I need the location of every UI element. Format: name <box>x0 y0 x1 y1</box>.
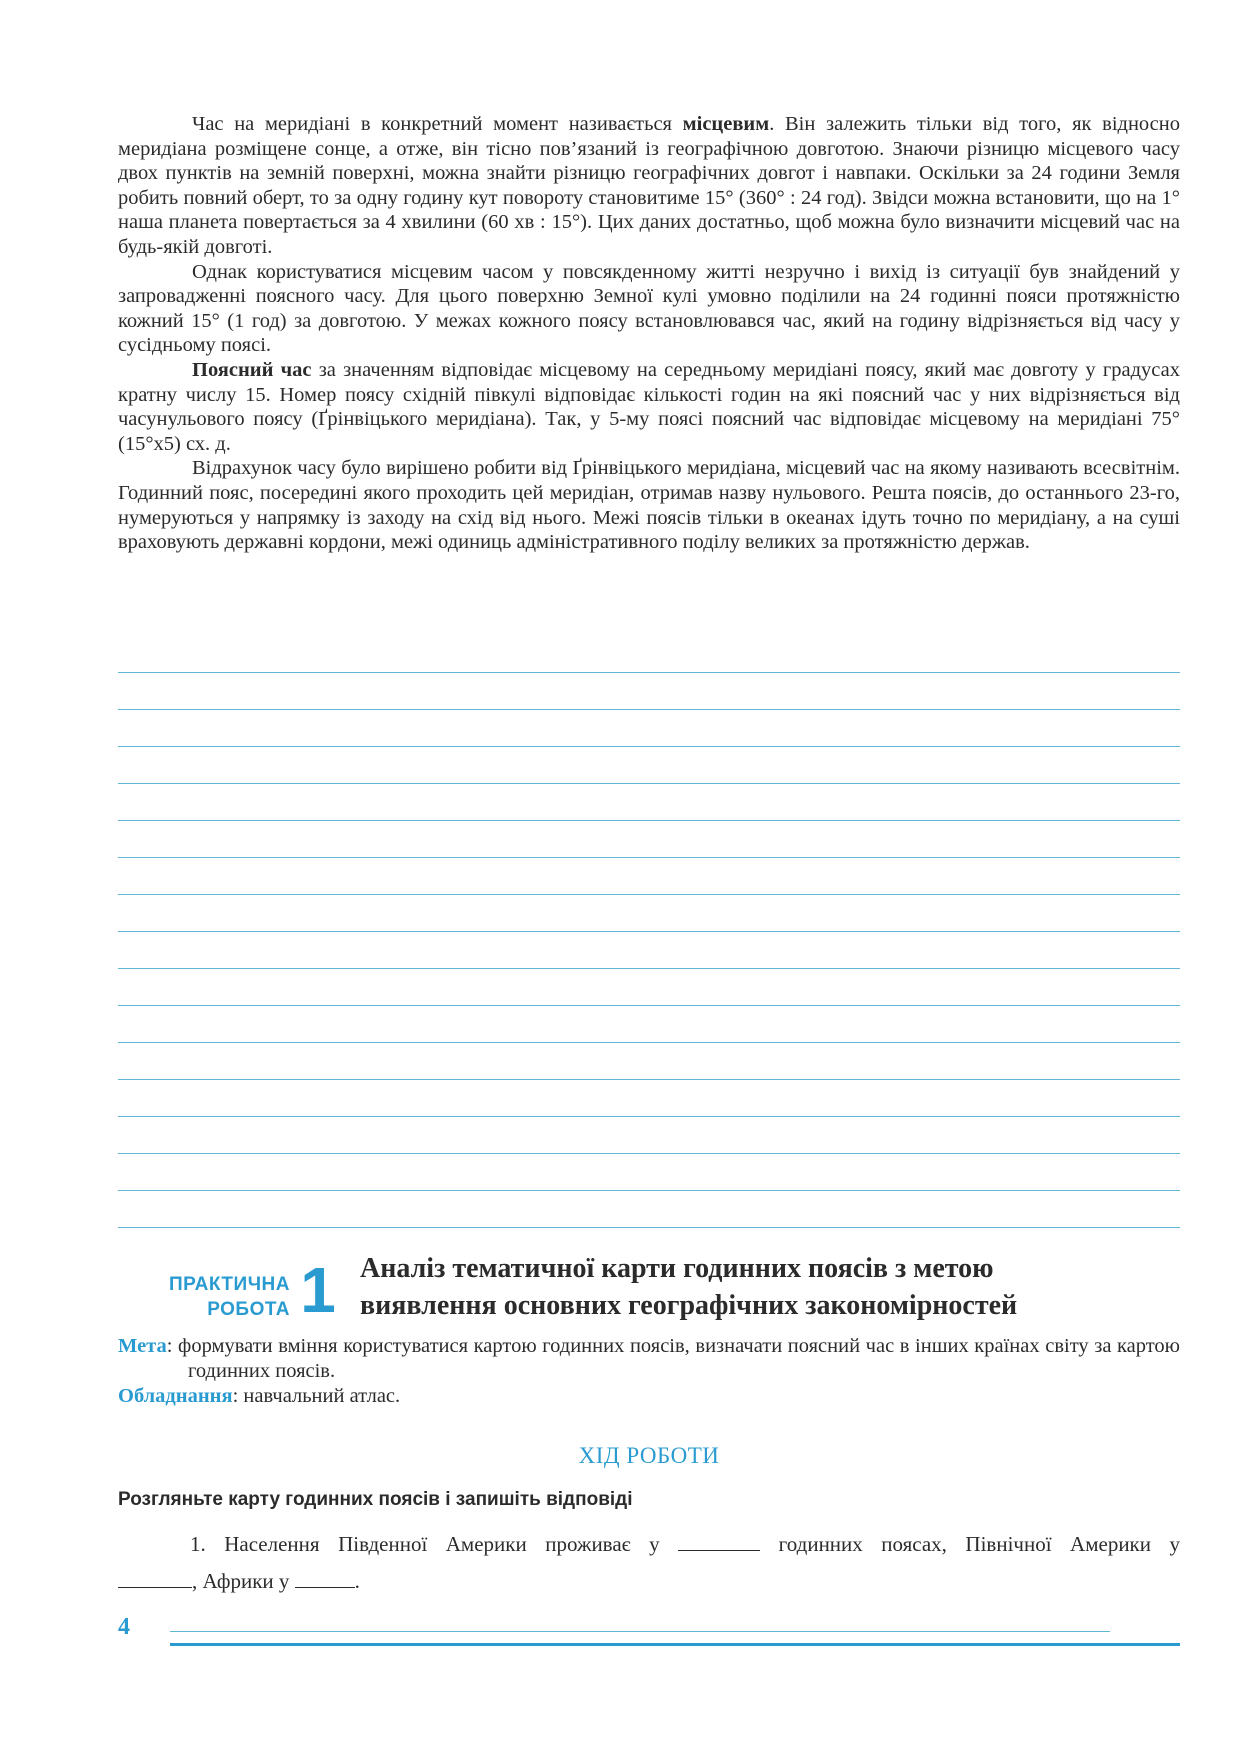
term-local-time: місцевим <box>682 113 770 135</box>
practical-work-number: 1 <box>300 1254 336 1326</box>
paragraph-greenwich: Відрахунок часу було вирішено робити від Ґрінвіцького меридіана, місцевий час на якому називають всесвітнім. Годинний пояс, посередині якого проходить цей меридіан, отримав назву нульового. Решта поясів, до останнього 23-го, нумеруються у напрямку із заходу на схід від нього. Межі поясів тільки в океанах ідуть точно по меридіану, а на суші враховують державні кордони, межі одиниць адміністративного поділу великих за протяжністю держав. <box>118 457 1180 554</box>
paragraph-zone-time-intro: Однак користуватися місцевим часом у повсякденному житті незручно і вихід із ситуації був знайдений у запровадженні поясного часу. Для цього поверхню Земної кулі умовно поділили на 24 годинні пояси протяжністю кожний 15° (1 год) за довготою. У межах кожного поясу встановлювався час, який на годину відрізняється від часу у сусідньому поясі. <box>118 260 1180 357</box>
theory-text <box>118 112 1180 555</box>
footer-rule-top <box>170 1631 1110 1632</box>
answer-line[interactable] <box>118 1154 1180 1191</box>
footer-rule <box>170 1643 1180 1646</box>
practical-work-title: Аналіз тематичної карти годинних поясів з метою виявлення основних географічних закономірностей <box>360 1253 1018 1321</box>
answer-line[interactable] <box>118 821 1180 858</box>
practical-work-header <box>118 1248 1180 1328</box>
answer-blank-south-america[interactable] <box>678 1530 760 1551</box>
answer-line[interactable] <box>118 969 1180 1006</box>
answer-line[interactable] <box>118 636 1180 673</box>
task-1: 1. Населення Південної Америки проживає у годинних поясах, Північної Америки у , Африки у . <box>118 1526 1180 1600</box>
answer-line[interactable] <box>118 1191 1180 1228</box>
answer-blank-north-america[interactable] <box>118 1567 192 1588</box>
practical-work-label: ПРАКТИЧНА РОБОТА <box>168 1274 290 1320</box>
answer-line[interactable] <box>118 895 1180 932</box>
term-zone-time: Поясний час <box>192 358 312 381</box>
answer-line[interactable] <box>118 932 1180 969</box>
paragraph-zone-time: Поясний час за значенням відповідає місцевому на середньому меридіані поясу, який має довготу у градусах кратну числу 15. Номер поясу східній півкулі відповідає кількості годин на які поясний час у них відрізняється від часунульового поясу (Ґрінвіцького меридіана). Так, у 5-му поясі поясний час відповідає місцевому на меридіані 75° (15°x5) сх. д. <box>118 358 1180 455</box>
answer-line[interactable] <box>118 673 1180 710</box>
equipment-label: Обладнання <box>118 1385 233 1407</box>
goal-label: Мета <box>118 1335 167 1357</box>
goal-section <box>118 1334 1180 1409</box>
answer-line[interactable] <box>118 858 1180 895</box>
equipment-line: Обладнання: навчальний атлас. <box>118 1385 401 1407</box>
answer-line[interactable] <box>118 710 1180 747</box>
answer-line[interactable] <box>118 784 1180 821</box>
procedure-heading: ХІД РОБОТИ <box>578 1443 720 1468</box>
answer-line[interactable] <box>118 1117 1180 1154</box>
answer-line[interactable] <box>118 1043 1180 1080</box>
answer-line[interactable] <box>118 1080 1180 1117</box>
paragraph-local-time: Час на меридіані в конкретний момент називається місцевим. Він залежить тільки від того, як відносно меридіана розміщене сонце, а отже, він тісно пов’язаний із географічною довготою. Знаючи різницю місцевого часу двох пунктів на земній поверхні, можна знайти різницю географічних довгот і навпаки. Оскільки за 24 години Земля робить повний оберт, то за одну годину кут повороту становитиме 15° (360° : 24 год). Звідси можна встановити, що на 1° наша планета повертається за 4 хвилини (60 хв : 15°). Цих даних достатньо, щоб можна було визначити місцевий час на будь-якій довготі. <box>118 113 1180 258</box>
page-number: 4 <box>118 1614 130 1640</box>
answer-line[interactable] <box>118 1006 1180 1043</box>
answer-blank-africa[interactable] <box>295 1567 355 1588</box>
goal-line: Мета: формувати вміння користуватися картою годинних поясів, визначати поясний час в інших країнах світу за картою годинних поясів. <box>118 1335 1180 1382</box>
instruction-text: Розгляньте карту годинних поясів і запишіть відповіді <box>118 1489 633 1510</box>
answer-lines[interactable] <box>118 636 1180 1228</box>
answer-line[interactable] <box>118 747 1180 784</box>
